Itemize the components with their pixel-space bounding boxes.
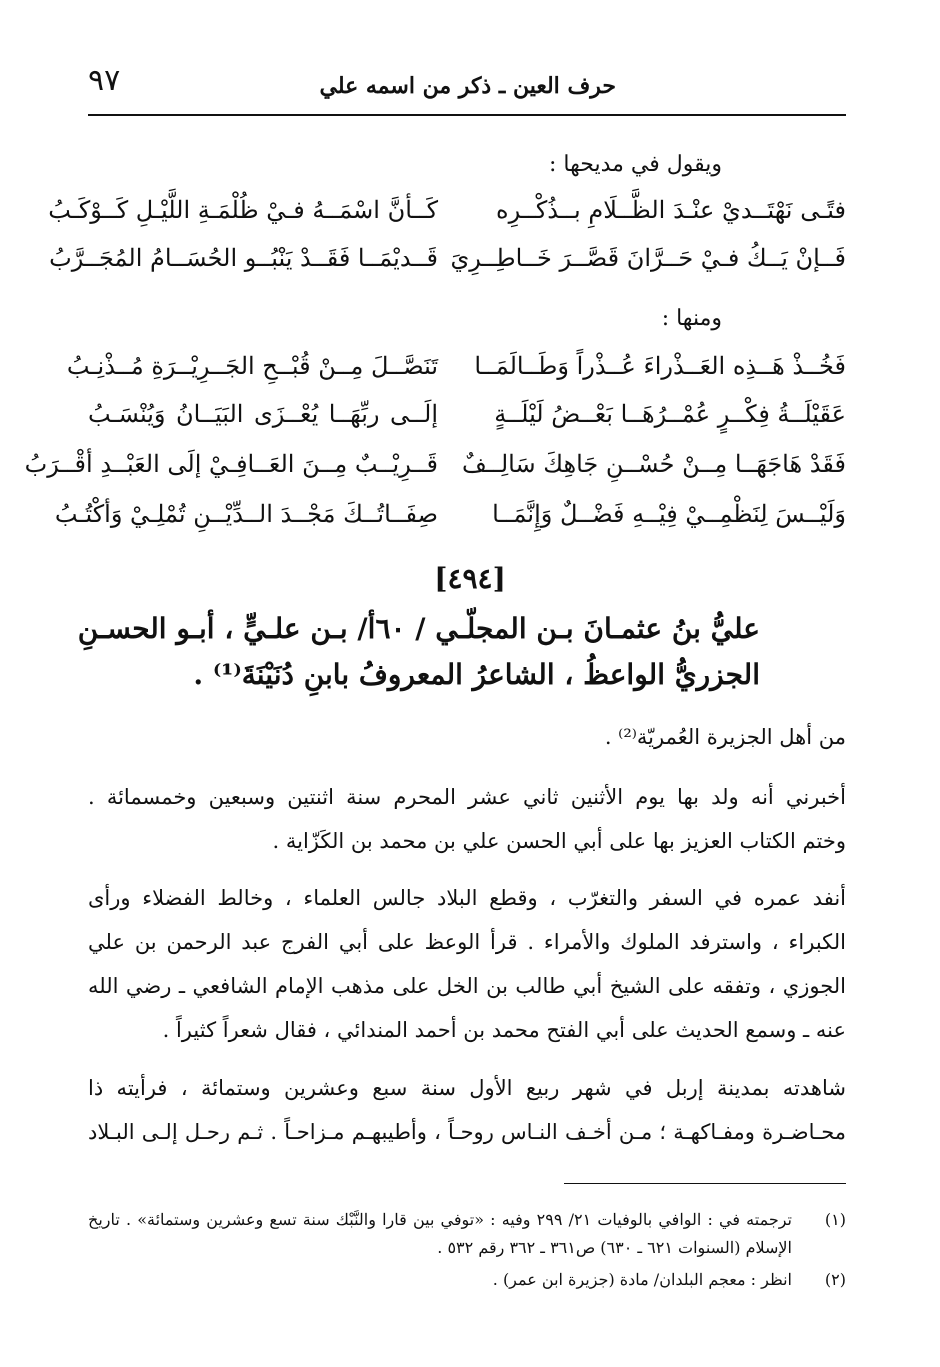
footnote-line: انظر : معجم البلدان/ مادة (جزيرة ابن عمر) . xyxy=(492,1270,792,1289)
running-head: حرف العين ـ ذكر من اسمه علي xyxy=(319,73,616,99)
text-line: عنه ـ وسمع الحديث على أبي الفتح محمد بن أحمد المندائي ، فقال شعراً كثيراً . xyxy=(162,1018,846,1042)
footnote-2 xyxy=(88,1266,846,1294)
footnote-number: (٢) xyxy=(824,1270,846,1289)
poem1-verse-1 xyxy=(48,196,846,238)
hemistich-right: وَلَيْــسَ لِنَظْمِــيْ فِيْــهِ فَضْــلٌ وَإِنَّمَــا xyxy=(492,500,846,528)
text-line: الجوزي ، وتفقه على الشيخ أبي طالب بن الخل على مذهب الإمام الشافعي ـ رضي الله xyxy=(88,974,846,998)
paragraph-witness xyxy=(88,1066,846,1154)
poem2-verse-4 xyxy=(54,500,846,542)
paragraph-biography xyxy=(88,876,846,1052)
footnote-rule xyxy=(564,1183,846,1184)
hemistich-right: فَــإنْ يَــكُ فـيْ حَــرَّانَ قَصَّــرَ خَــاطِــرِيَ xyxy=(450,244,846,272)
text-line: الكبراء ، واسترفد الملوك والأمراء . قرأ الوعظ على أبي الفرج عبد الرحمن بن علي xyxy=(88,930,846,954)
text-line: محـاضـرة ومفـاكهـة ؛ مـن أخـف النـاس روحـاً ، وأطيبهـم مـزاحـاً . ثـم رحـل إلـى البـلاد xyxy=(88,1120,846,1144)
text-line: وختم الكتاب العزيز بها على أبي الحسن علي بن محمد بن الكَزّاية . xyxy=(272,829,846,853)
page-number: ٩٧ xyxy=(88,63,121,98)
text-line: أنفد عمره في السفر والتغرّب ، وقطع البلاد جالس العلماء ، وخالط الفضلاء ورأى xyxy=(88,886,846,910)
hemistich-left: كَــأنَّ اسْمَــهُ فـيْ ظُلْمَـةِ اللَّيْـلِ كَــوْكَـبُ xyxy=(48,196,438,224)
hemistich-left: قَــرِيْــبٌ مِــنَ العَــافِـيْ إلَى العَبْــدِ أقْــرَبُ xyxy=(24,450,438,478)
poem2-verse-2 xyxy=(88,400,846,442)
hemistich-right: فَخُــذْ هَــذِه العَــذْراءَ عُــذْراً وَطَــالَمَــا xyxy=(474,352,846,380)
footnote-1 xyxy=(88,1206,846,1262)
hemistich-left: إلَــى ربِّهَــا يُعْــزَى البَيَــانُ وَيُنْسَـبُ xyxy=(88,400,438,428)
footnote-line: ترجمته في : الوافي بالوفيات ٢١/ ٢٩٩ وفيه : «توفي بين قارا والنَّبْك سنة تسع وعشرين وستمائة» . تاريخ xyxy=(88,1210,793,1229)
text-line: أخبرني أنه ولد بها يوم الأثنين ثاني عشر المحرم سنة اثنتين وسبعين وخمسمائة . xyxy=(88,785,846,809)
hemistich-left: قَــديْمَــا فَقَــدْ يَنْبُــو الحُسَــامُ المُجَــرَّبُ xyxy=(49,244,438,272)
poem1-intro: ويقول في مديحها : xyxy=(549,152,722,177)
hemistich-left: تَنَصَّــلَ مِــنْ قُبْــحِ الجَــرِيْــرَةِ مُــذْنِـبُ xyxy=(66,352,438,380)
footnote-number: (١) xyxy=(824,1210,846,1229)
hemistich-right: فتًـى نَهْتَــديْ عنْـدَ الظَّــلَامِ بــذُكْــرِه xyxy=(496,196,846,224)
paragraph-origin xyxy=(88,715,846,759)
poem2-verse-1 xyxy=(66,352,846,394)
hemistich-left: صِفَــاتُــكَ مَجْــدَ الــدِّيْــنِ تُمْلِـيْ وَأكْتُـبُ xyxy=(54,500,438,528)
paragraph-birth xyxy=(88,775,846,863)
footnote-line: الإسلام (السنوات ٦٢١ ـ ٦٣٠) ص٣٦١ ـ ٣٦٢ رقم ٥٣٢ . xyxy=(437,1238,792,1257)
text-line: من أهل الجزيرة العُمريّة⁽²⁾ . xyxy=(604,725,846,749)
entry-title-line-2: الجزريُّ الواعظُ ، الشاعرُ المعروفُ بابنِ دُنَيْنَةَ⁽¹⁾ . xyxy=(193,658,760,691)
entry-title-line-1: عليُّ بنُ عثمـانَ بـن المجلّـي / ٦٠أ/ بـن علـيٍّ ، أبـو الحسـنِ xyxy=(77,612,760,645)
hemistich-right: فَقَدْ هَاجَهَــا مِــنْ حُسْــنِ جَاهِكَ سَالِــفٌ xyxy=(461,450,846,478)
page-header xyxy=(88,55,846,115)
text-line: شاهدته بمدينة إربل في شهر ربيع الأول سنة سبع وعشرين وستمائة ، فرأيته ذا xyxy=(88,1076,846,1100)
entry-number: [٤٩٤] xyxy=(434,562,506,595)
poem2-verse-3 xyxy=(24,450,846,492)
poem1-verse-2 xyxy=(49,244,846,286)
poem2-intro: ومنها : xyxy=(661,306,722,331)
hemistich-right: عَقَيْلَــةُ فِكْــرٍ عُمْــرُهَــا بَعْــضُ لَيْلَــةٍ xyxy=(494,400,846,428)
header-rule xyxy=(88,114,846,116)
